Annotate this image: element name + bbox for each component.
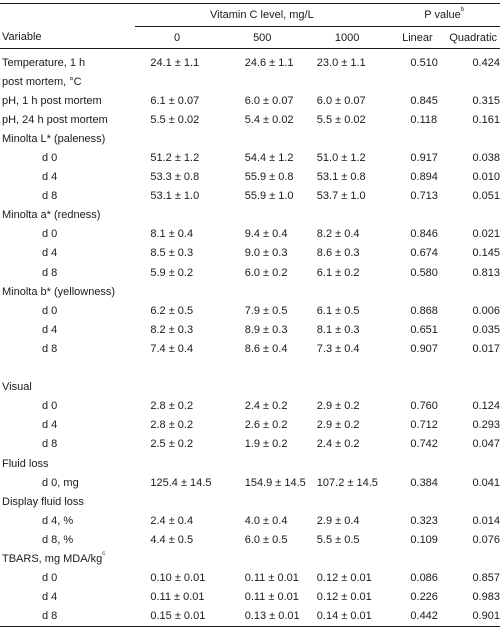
pvalue-linear: 0.086 [410,572,438,585]
pvalue-linear: 0.894 [410,171,438,184]
pvalue-quadratic: 0.161 [472,113,500,126]
pvalue-quadratic: 0.021 [472,228,500,241]
value-level-0: 6.2 ± 0.5 [150,304,194,317]
pvalue-linear: 0.674 [410,247,438,260]
value-level-0: 2.8 ± 0.2 [150,419,194,432]
pvalue-linear: 0.580 [410,266,438,279]
value-level-500: 55.9 ± 0.8 [244,171,294,184]
value-level-500: 6.0 ± 0.5 [244,533,288,546]
table-subrow [0,244,500,263]
value-level-0: 0.11 ± 0.01 [150,591,205,604]
row-label: d 0 [42,572,58,585]
value-level-500: 8.6 ± 0.4 [244,342,288,355]
value-level-0: 2.5 ± 0.2 [150,438,194,451]
footnote-marker: c [102,550,106,557]
row-label: d 8 [42,438,58,451]
table-subrow [0,511,500,530]
row-label: pH, 1 h post mortem [2,94,102,107]
row-label: d 8, % [42,533,74,546]
pvalue-linear: 0.442 [410,610,438,623]
value-level-0: 6.1 ± 0.07 [150,94,200,107]
table-row [0,492,500,511]
pvalue-quadratic: 0.124 [472,400,500,413]
value-level-500: 6.0 ± 0.2 [244,266,288,279]
value-level-0: 53.3 ± 0.8 [150,171,200,184]
pvalue-linear: 0.713 [410,190,438,203]
row-label: d 0 [42,400,58,413]
value-level-500: 4.0 ± 0.4 [244,514,288,527]
value-level-0: 2.4 ± 0.4 [150,514,194,527]
table-row [0,282,500,301]
value-level-1000: 5.5 ± 0.02 [316,113,366,126]
pvalue-quadratic: 0.857 [472,572,500,585]
row-label: Minolta a* (redness) [2,209,101,222]
pvalue-linear: 0.323 [410,514,438,527]
value-level-0: 2.8 ± 0.2 [150,400,194,413]
value-level-1000: 6.0 ± 0.07 [316,94,366,107]
pvalue-linear: 0.917 [410,152,438,165]
header-row-2 [0,27,500,49]
value-level-0: 7.4 ± 0.4 [150,342,194,355]
value-level-1000: 8.6 ± 0.3 [316,247,360,260]
value-level-500: 54.4 ± 1.2 [244,152,294,165]
row-label: d 0 [42,228,58,241]
row-label: d 8 [42,342,58,355]
table-subrow [0,607,500,627]
table-subrow [0,187,500,206]
table-subrow [0,569,500,588]
row-label: d 8 [42,190,58,203]
table-row [0,129,500,148]
pvalue-quadratic: 0.017 [472,342,500,355]
value-level-0: 0.10 ± 0.01 [150,572,206,585]
table-subrow [0,588,500,607]
value-level-1000: 8.2 ± 0.4 [316,228,360,241]
row-label: post mortem, °C [2,75,82,88]
value-level-1000: 2.4 ± 0.2 [316,438,360,451]
row-label: Fluid loss [2,457,49,470]
row-label: d 8 [42,610,58,623]
table-subrow [0,397,500,416]
row-label: pH, 24 h post mortem [2,113,108,126]
table-subrow [0,168,500,187]
value-level-1000: 2.9 ± 0.4 [316,514,360,527]
value-level-500: 6.0 ± 0.07 [244,94,294,107]
value-level-0: 125.4 ± 14.5 [150,476,212,489]
row-label: Visual [2,381,32,394]
pvalue-quadratic: 0.293 [472,419,500,432]
table-subrow [0,301,500,320]
table-row [0,454,500,473]
vitamin-c-header: Vitamin C level, mg/L [135,4,388,27]
table-subrow [0,530,500,549]
pvalue-linear: 0.651 [410,323,438,336]
table-row [0,110,500,129]
level-header-500: 500 [253,31,272,44]
value-level-0: 51.2 ± 1.2 [150,152,200,165]
table-row [0,549,500,568]
value-level-0: 0.15 ± 0.01 [150,610,206,623]
value-level-500: 2.4 ± 0.2 [244,400,288,413]
pvalue-quadratic: 0.813 [472,266,500,279]
row-label: d 4 [42,591,58,604]
header-row-1 [0,4,500,27]
pvalue-linear: 0.846 [410,228,438,241]
level-header-1000: 1000 [334,31,360,44]
value-level-500: 1.9 ± 0.2 [244,438,288,451]
value-level-0: 5.5 ± 0.02 [150,113,200,126]
row-label: Minolta b* (yellowness) [2,285,116,298]
pvalue-quadratic: 0.035 [472,323,500,336]
row-label: d 0 [42,152,58,165]
row-label: Display fluid loss [2,495,84,508]
value-level-500: 55.9 ± 1.0 [244,190,294,203]
table-subrow [0,263,500,282]
row-label: d 0 [42,304,58,317]
value-level-1000: 23.0 ± 1.1 [316,56,366,69]
value-level-0: 5.9 ± 0.2 [150,266,194,279]
pvalue-quadratic: 0.010 [472,171,500,184]
value-level-0: 8.1 ± 0.4 [150,228,194,241]
pvalue-linear: 0.109 [410,533,438,546]
table-subrow [0,339,500,358]
table-subrow [0,225,500,244]
level-header-0: 0 [173,31,181,44]
row-label: d 4 [42,323,58,336]
value-level-0: 8.2 ± 0.3 [150,323,194,336]
value-level-0: 8.5 ± 0.3 [150,247,194,260]
row-label: Minolta L* (paleness) [2,132,106,145]
value-level-500: 154.9 ± 14.5 [244,476,306,489]
value-level-500: 0.11 ± 0.01 [244,591,299,604]
pvalue-quadratic: 0.315 [472,94,500,107]
row-label: Temperature, 1 h [2,56,86,69]
value-level-1000: 2.9 ± 0.2 [316,400,360,413]
value-level-1000: 5.5 ± 0.5 [316,533,360,546]
value-level-1000: 107.2 ± 14.5 [316,476,378,489]
value-level-500: 8.9 ± 0.3 [244,323,288,336]
value-level-500: 0.13 ± 0.01 [244,610,300,623]
pvalue-quadratic: 0.014 [472,514,500,527]
pvalue-quadratic: 0.041 [472,476,500,489]
pvalue-quadratic: 0.006 [472,304,500,317]
pvalue-quadratic: 0.145 [472,247,500,260]
pvalue-quadratic: 0.424 [472,56,500,69]
pvalue-quadratic: 0.076 [472,533,500,546]
row-label: d 4, % [42,514,74,527]
pvalue-header: P value$^b$ [388,4,500,27]
pvalue-linear: 0.907 [410,342,438,355]
pvalue-linear: 0.118 [410,113,438,126]
pvalue-quadratic: 0.901 [472,610,500,623]
table-subrow [0,473,500,492]
value-level-1000: 0.12 ± 0.01 [316,591,372,604]
value-level-500: 24.6 ± 1.1 [244,56,294,69]
row-label: d 4 [42,419,58,432]
table-subrow [0,416,500,435]
pvalue-linear: 0.868 [410,304,438,317]
quadratic-header: Quadratic [449,31,498,44]
table-row [0,359,500,378]
pvalue-quadratic: 0.051 [472,190,500,203]
linear-header: Linear [402,31,433,44]
value-level-0: 53.1 ± 1.0 [150,190,200,203]
results-table [0,3,500,627]
value-level-0: 24.1 ± 1.1 [150,56,200,69]
pvalue-linear: 0.845 [410,94,438,107]
row-label: TBARS, mg MDA/$kg^c$ [2,550,106,565]
value-level-1000: 8.1 ± 0.3 [316,323,360,336]
value-level-0: 4.4 ± 0.5 [150,533,194,546]
value-level-1000: 2.9 ± 0.2 [316,419,360,432]
value-level-1000: 0.14 ± 0.01 [316,610,372,623]
variable-header: Variable [2,31,42,44]
value-level-1000: 51.0 ± 1.2 [316,152,366,165]
value-level-1000: 53.1 ± 0.8 [316,171,366,184]
value-level-1000: 6.1 ± 0.2 [316,266,360,279]
pvalue-linear: 0.760 [410,400,438,413]
row-label: d 0, mg [42,476,79,489]
pvalue-linear: 0.742 [410,438,438,451]
value-level-500: 0.11 ± 0.01 [244,572,299,585]
table-row [0,49,500,73]
table-subrow [0,435,500,454]
table-row [0,206,500,225]
table-row [0,72,500,91]
value-level-1000: 7.3 ± 0.4 [316,342,360,355]
value-level-1000: 53.7 ± 1.0 [316,190,366,203]
pvalue-quadratic: 0.983 [472,591,500,604]
row-label [0,359,135,378]
value-level-500: 2.6 ± 0.2 [244,419,288,432]
value-level-500: 7.9 ± 0.5 [244,304,288,317]
row-label: d 4 [42,171,58,184]
row-label: d 4 [42,247,58,260]
pvalue-quadratic: 0.038 [472,152,500,165]
pvalue-footnote-marker: b [460,7,465,13]
table-row [0,91,500,110]
value-level-500: 9.4 ± 0.4 [244,228,288,241]
table-subrow [0,148,500,167]
table-row [0,378,500,397]
pvalue-linear: 0.384 [410,476,438,489]
value-level-1000: 0.12 ± 0.01 [316,572,372,585]
pvalue-quadratic: 0.047 [472,438,500,451]
table-subrow [0,320,500,339]
pvalue-linear: 0.712 [410,419,438,432]
pvalue-linear: 0.510 [410,56,438,69]
value-level-1000: 6.1 ± 0.5 [316,304,360,317]
pvalue-linear: 0.226 [410,591,438,604]
value-level-500: 5.4 ± 0.02 [244,113,294,126]
row-label: d 8 [42,266,58,279]
value-level-500: 9.0 ± 0.3 [244,247,288,260]
